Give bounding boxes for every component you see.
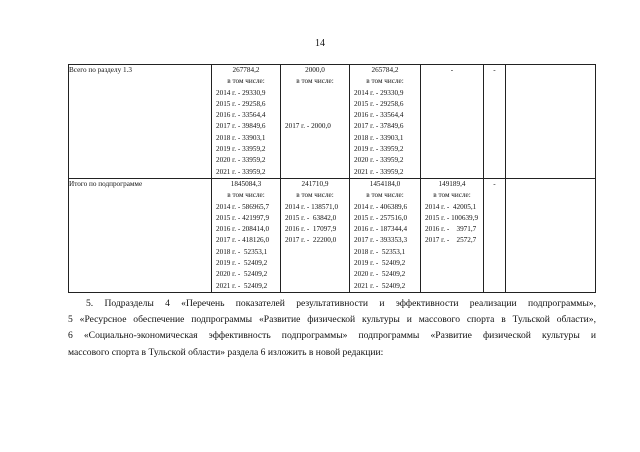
row-label: Итого по подпрограмме bbox=[69, 178, 212, 292]
total-head: 267784,2 bbox=[232, 66, 260, 74]
year-value: 2017 г. - 2572,7 bbox=[425, 236, 477, 245]
other-cell: - bbox=[484, 65, 506, 179]
year-value bbox=[281, 88, 349, 99]
local-sub: в том числе: bbox=[433, 191, 471, 200]
year-value: 2016 г. - 33564,4 bbox=[354, 111, 404, 120]
federal-cell bbox=[281, 178, 350, 292]
local-head: 149189,4 bbox=[438, 179, 466, 188]
local-cell: - bbox=[421, 65, 484, 179]
year-value: 2020 г. - 33959,2 bbox=[216, 156, 266, 165]
year-value: 2015 г. - 29258,6 bbox=[354, 99, 404, 108]
year-value: 2019 г. - 52409,2 bbox=[216, 259, 268, 268]
year-value: 2014 г. - 138571,0 bbox=[285, 202, 339, 211]
year-value: 2017 г. - 2000,0 bbox=[285, 122, 331, 131]
federal-sub: в том числе: bbox=[296, 191, 334, 200]
year-value: 2015 г. - 29258,6 bbox=[216, 99, 266, 108]
regional-cell bbox=[350, 65, 421, 179]
year-value: 2015 г. - 100639,9 bbox=[425, 213, 479, 222]
regional-sub: в том числе: bbox=[366, 77, 404, 86]
federal-head: 241710,9 bbox=[301, 179, 329, 188]
year-value: 2016 г. - 187344,4 bbox=[354, 225, 408, 234]
table-row-subprogram-total bbox=[69, 178, 596, 292]
federal-head: 2000,0 bbox=[305, 66, 325, 74]
funding-table bbox=[68, 64, 596, 293]
year-value: 2020 г. - 33959,2 bbox=[354, 156, 404, 165]
year-value: 2021 г. - 52409,2 bbox=[354, 281, 406, 290]
regional-cell bbox=[350, 178, 421, 292]
year-value: 2014 г. - 29330,9 bbox=[354, 88, 404, 97]
year-value: 2017 г. - 418126,0 bbox=[216, 236, 270, 245]
page-number: 14 bbox=[315, 38, 325, 49]
total-cell bbox=[212, 65, 281, 179]
year-value: 2016 г. - 17097,9 bbox=[285, 225, 337, 234]
year-value: 2019 г. - 52409,2 bbox=[354, 259, 406, 268]
table-row-section-total bbox=[69, 65, 596, 179]
body-paragraph bbox=[68, 296, 596, 361]
year-value: 2020 г. - 52409,2 bbox=[216, 270, 268, 279]
year-value: 2015 г. - 63842,0 bbox=[285, 213, 337, 222]
empty-cell bbox=[506, 65, 596, 179]
local-cell bbox=[421, 178, 484, 292]
year-value: 2019 г. - 33959,2 bbox=[216, 145, 266, 154]
federal-sub: в том числе: bbox=[296, 77, 334, 86]
regional-sub: в том числе: bbox=[366, 191, 404, 200]
year-value: 2017 г. - 393353,3 bbox=[354, 236, 408, 245]
year-value: 2021 г. - 52409,2 bbox=[216, 281, 268, 290]
year-value: 2019 г. - 33959,2 bbox=[354, 145, 404, 154]
year-value: 2014 г. - 29330,9 bbox=[216, 88, 266, 97]
year-value: 2014 г. - 586965,7 bbox=[216, 202, 270, 211]
paragraph-line: 5. Подразделы 4 «Перечень показателей результативности и эффективности реализации подпрограммы», bbox=[86, 298, 596, 309]
total-sub: в том числе: bbox=[227, 191, 265, 200]
year-value: 2017 г. - 37849,6 bbox=[354, 122, 404, 131]
year-value: 2021 г. - 33959,2 bbox=[354, 167, 404, 176]
year-value: 2018 г. - 33903,1 bbox=[354, 133, 404, 142]
regional-head: 265784,2 bbox=[371, 66, 399, 74]
year-value: 2017 г. - 22200,0 bbox=[285, 236, 337, 245]
year-value: 2017 г. - 39849,6 bbox=[216, 122, 266, 131]
year-value: 2021 г. - 33959,2 bbox=[216, 167, 266, 176]
year-value: 2020 г. - 52409,2 bbox=[354, 270, 406, 279]
year-value: 2014 г. - 406389,6 bbox=[354, 202, 408, 211]
year-value: 2016 г. - 3971,7 bbox=[425, 225, 477, 234]
year-value: 2015 г. - 421997,9 bbox=[216, 213, 270, 222]
year-value: 2018 г. - 52353,1 bbox=[354, 247, 406, 256]
year-value: 2016 г. - 208414,0 bbox=[216, 225, 270, 234]
empty-cell bbox=[506, 178, 596, 292]
year-value: 2016 г. - 33564,4 bbox=[216, 111, 266, 120]
paragraph-line: массового спорта в Тульской области» раздела 6 изложить в новой редакции: bbox=[68, 346, 384, 358]
federal-cell bbox=[281, 65, 350, 179]
year-value: 2014 г. - 42005,1 bbox=[425, 202, 477, 211]
year-value bbox=[281, 110, 349, 121]
year-value: 2018 г. - 52353,1 bbox=[216, 247, 268, 256]
total-head: 1845084,3 bbox=[230, 179, 262, 188]
paragraph-line: 5 «Ресурсное обеспечение подпрограммы «Развитие физической культуры и массового спорта в Тульской области», bbox=[68, 314, 596, 326]
total-sub: в том числе: bbox=[227, 77, 265, 86]
year-value: 2018 г. - 33903,1 bbox=[216, 133, 266, 142]
year-value bbox=[281, 99, 349, 110]
other-cell: - bbox=[484, 178, 506, 292]
row-label: Всего по разделу 1.3 bbox=[69, 65, 212, 179]
paragraph-line: 6 «Социально-экономическая эффективность подпрограммы» подпрограммы «Развитие физической культуры и bbox=[68, 330, 596, 342]
total-cell bbox=[212, 178, 281, 292]
year-value: 2015 г. - 257516,0 bbox=[354, 213, 408, 222]
regional-head: 1454184,0 bbox=[369, 179, 401, 188]
